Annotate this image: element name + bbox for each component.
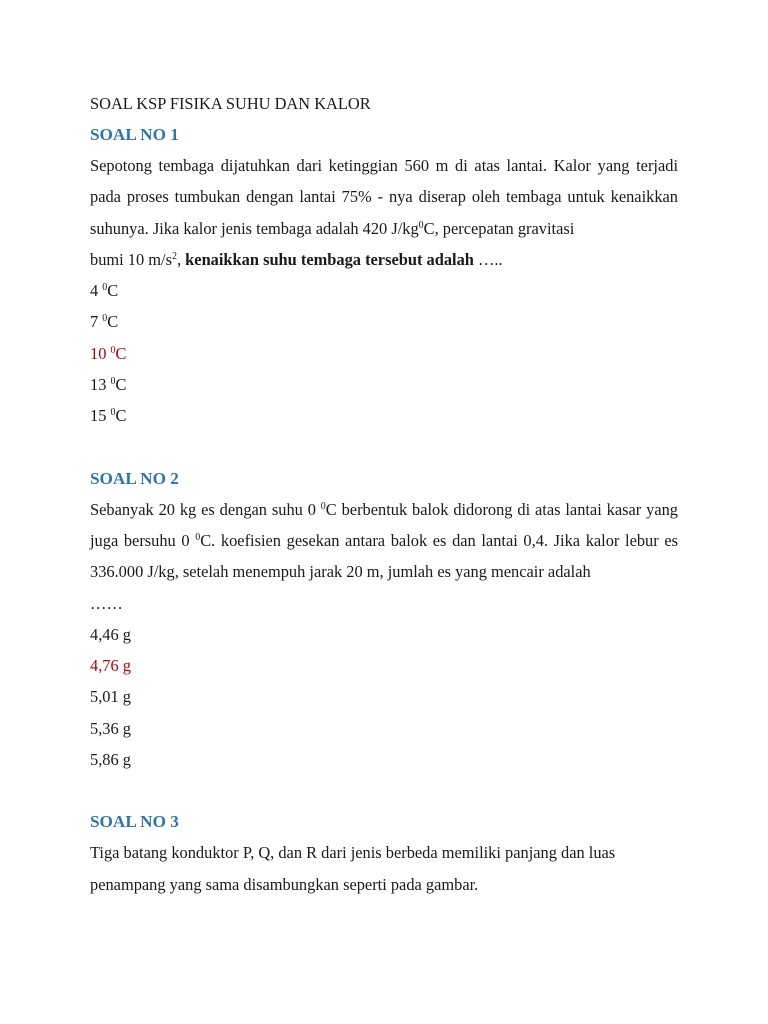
spacer	[90, 775, 678, 806]
document-content	[90, 88, 678, 900]
option-unit: C	[107, 312, 119, 332]
question-2-text	[90, 494, 678, 619]
q2-option-c: 5,01 g	[90, 687, 131, 707]
question-1-line-1: Sepotong tembaga dijatuhkan dari ketinggian 560 m di atas lantai. Kalor yang terjadi	[90, 156, 678, 175]
q1-option-c-correct	[90, 338, 678, 369]
q1-bold-question: kenaikkan suhu tembaga tersebut adalah	[185, 249, 474, 269]
question-2-line-4: ……	[90, 593, 123, 613]
document-title: SOAL KSP FISIKA SUHU DAN KALOR	[90, 94, 371, 113]
q2-line1-text: Sebanyak 20 kg es dengan suhu 0	[90, 499, 321, 519]
q1-option-b	[90, 306, 678, 337]
question-3-text	[90, 837, 678, 900]
q2-line2-text: yang juga bersuhu 0	[90, 499, 678, 550]
q1-option-a	[90, 275, 678, 306]
question-1-line-2: pada proses tumbukan dengan lantai 75% - nya diserap oleh tembaga untuk	[90, 187, 605, 207]
q2-option-d: 5,36 g	[90, 718, 131, 738]
q1-option-e	[90, 400, 678, 431]
q2-option-a: 4,46 g	[90, 624, 131, 644]
degree-superscript: 0	[102, 313, 108, 325]
degree-superscript: 0	[320, 500, 326, 512]
option-value: 15	[90, 406, 111, 426]
option-unit: C	[115, 406, 127, 426]
option-unit: C	[115, 343, 127, 363]
option-value: 10	[90, 343, 111, 363]
option-value: 13	[90, 375, 111, 395]
degree-superscript: 0	[418, 219, 424, 231]
q2-option-b-correct: 4,76 g	[90, 656, 131, 676]
option-value: 7	[90, 312, 103, 332]
degree-superscript: 0	[195, 531, 201, 543]
question-3-heading: SOAL NO 3	[90, 812, 179, 832]
question-3-line-2: penampang yang sama disambungkan seperti pada gambar.	[90, 874, 479, 894]
q2-option-e: 5,86 g	[90, 750, 131, 770]
squared-superscript: 2	[171, 250, 177, 262]
spacer	[90, 432, 678, 463]
degree-superscript: 0	[110, 407, 116, 419]
question-2-line-1	[90, 500, 641, 519]
q1-option-d	[90, 369, 678, 400]
q1-line4-comma: ,	[176, 249, 186, 269]
option-value: 4	[90, 281, 103, 301]
q2-line2-text-end: C. koefisien gesekan antara balok es dan lantai 0,4. Jika kalor	[200, 530, 620, 550]
option-unit: C	[115, 375, 127, 395]
degree-superscript: 0	[110, 344, 116, 356]
q1-ellipsis: …..	[473, 249, 503, 269]
option-unit: C	[107, 281, 119, 301]
question-2-heading: SOAL NO 2	[90, 468, 179, 488]
question-3-line-1: Tiga batang konduktor P, Q, dan R dari jenis berbeda memiliki panjang dan luas	[90, 843, 616, 863]
question-1-line-4	[90, 244, 678, 275]
q1-line4-text: bumi 10 m/s	[90, 249, 172, 269]
degree-superscript: 0	[102, 282, 108, 294]
q1-line3-text: kenaikkan suhunya. Jika kalor jenis tembaga adalah 420 J/kg	[90, 187, 678, 238]
q2-line1-text-end: C berbentuk balok didorong di atas lantai kasar	[325, 499, 642, 519]
question-1-heading: SOAL NO 1	[90, 125, 179, 144]
degree-superscript: 0	[110, 376, 116, 388]
q1-line3-text-end: C, percepatan gravitasi	[423, 218, 575, 238]
question-2-line-3: lebur es 336.000 J/kg, setelah menempuh jarak 20 m, jumlah es yang mencair adalah	[90, 530, 678, 582]
question-1-text	[90, 150, 678, 275]
